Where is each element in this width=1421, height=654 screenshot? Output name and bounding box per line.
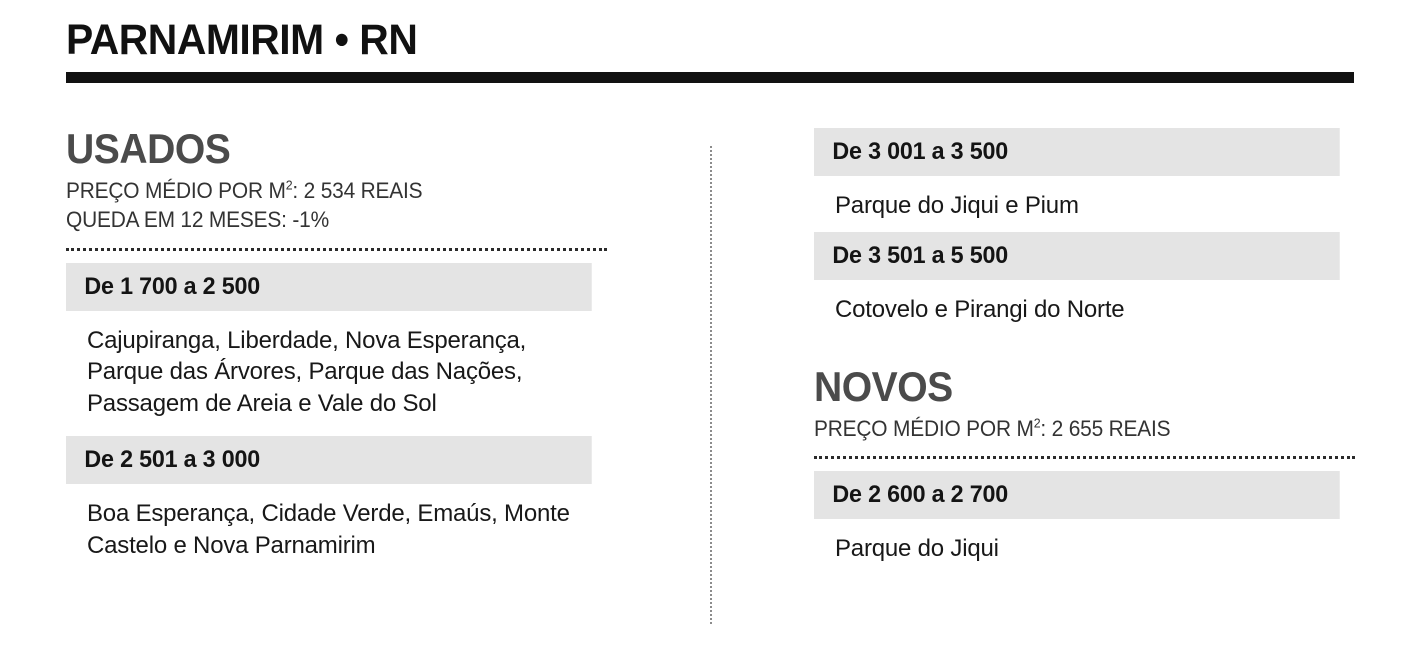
range-label: De 2 600 a 2 700	[814, 471, 1340, 519]
column-divider	[710, 146, 712, 624]
usados-average-price-value: : 2 534 REAIS	[292, 178, 423, 203]
usados-average-price-label: PREÇO MÉDIO POR M	[66, 178, 286, 203]
range-label: De 2 501 a 3 000	[66, 436, 592, 484]
range-block	[814, 232, 1356, 336]
novos-dotted-rule	[814, 456, 1355, 459]
square-meter-exponent: 2	[285, 177, 293, 193]
range-neighborhoods: Boa Esperança, Cidade Verde, Emaús, Monte Castelo e Nova Parnamirim	[87, 500, 570, 560]
spacer	[814, 336, 1356, 366]
left-column	[66, 125, 608, 578]
novos-average-price	[814, 414, 1329, 443]
range-block	[814, 471, 1356, 581]
range-neighborhoods: Parque do Jiqui e Pium	[835, 192, 1079, 219]
right-column	[814, 128, 1356, 581]
section-title-novos: NOVOS	[814, 362, 953, 410]
range-neighborhoods: Cotovelo e Pirangi do Norte	[835, 295, 1125, 323]
range-block	[66, 436, 608, 578]
usados-average-price	[66, 176, 581, 205]
square-meter-exponent: 2	[1033, 415, 1041, 431]
section-title-usados: USADOS	[66, 125, 231, 172]
range-block	[814, 128, 1356, 232]
content-columns	[0, 125, 1421, 648]
novos-average-price-label: PREÇO MÉDIO POR M	[814, 415, 1034, 441]
usados-variation: QUEDA EM 12 MESES: -1%	[66, 207, 329, 233]
header	[66, 18, 1354, 83]
range-neighborhoods: Parque do Jiqui	[835, 535, 999, 563]
range-label: De 1 700 a 2 500	[66, 263, 592, 311]
range-block	[66, 263, 608, 437]
range-neighborhoods: Cajupiranga, Liberdade, Nova Esperança, Parque das Árvores, Parque das Nações, Passagem de Areia e Vale do Sol	[87, 326, 527, 418]
range-label: De 3 001 a 3 500	[814, 128, 1340, 176]
novos-average-price-value: : 2 655 REAIS	[1040, 415, 1171, 441]
usados-dotted-rule	[66, 248, 607, 251]
header-rule	[66, 72, 1354, 83]
range-label: De 3 501 a 5 500	[814, 232, 1340, 280]
page-title: PARNAMIRIM • RN	[66, 16, 418, 64]
